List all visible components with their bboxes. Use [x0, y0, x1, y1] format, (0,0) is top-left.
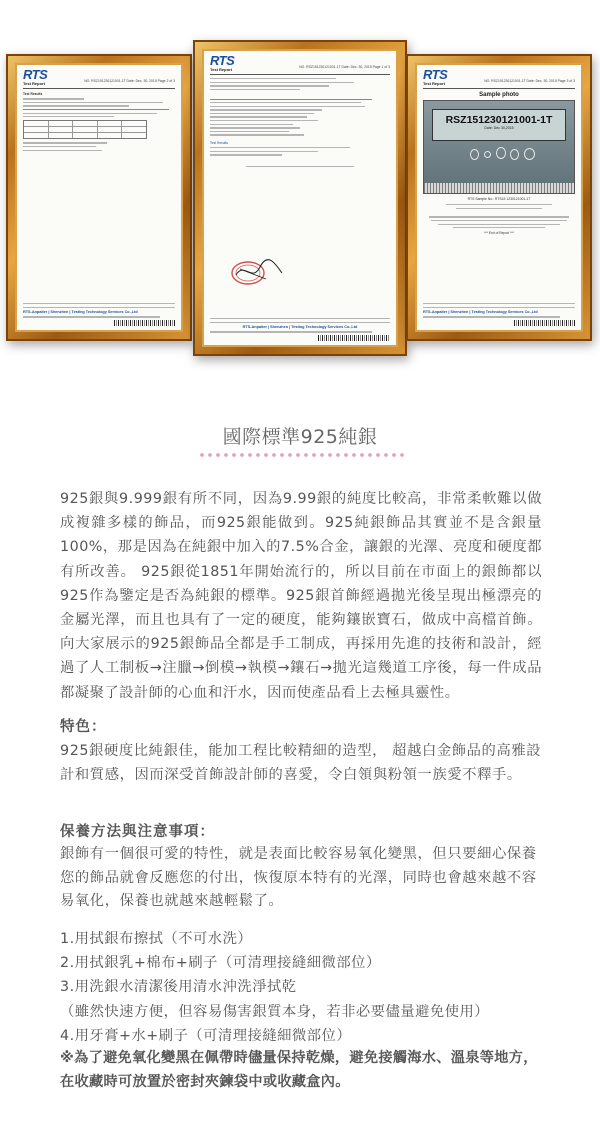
certificate-frame-left	[6, 54, 192, 341]
rts-logo: RTS Test Report	[423, 67, 448, 86]
results-table	[23, 120, 147, 139]
care-step: 4.用牙膏+水+刷子（可清理接縫細微部位）	[60, 1027, 352, 1044]
sample-code: RSZ151230121001-1T	[445, 114, 553, 126]
care-step: 1.用拭銀布擦拭（不可水洗）	[60, 931, 253, 947]
storage-warning: ※為了避免氧化變黑在佩帶時儘量保持乾燥，避免接觸海水、溫泉等地方，在收藏時可放置於密封夾鍊袋中或收藏盒內。	[60, 1050, 538, 1090]
report-meta: NO. RSZ151230121001-1T Date: Dec. 30, 2015 Page 1 of 3	[299, 65, 390, 69]
care-step: 2.用拭銀乳+棉布+刷子（可清理接縫細微部位）	[60, 955, 381, 972]
intro-paragraph: 925銀與9.999銀有所不同，因為9.99銀的純度比較高，非常柔軟難以做成複雜多樣的飾品，而925銀能做到。925純銀飾品其實並不是含銀量100%，那是因為在純銀中加入的7.5%合金，讓銀的光澤、亮度和硬度都有所改善。 925銀從1851年開始流行的，所以目前在市面上的銀飾都以925作為鑒定是否為純銀的標準。925銀首飾經過拋光後呈現出極漂亮的金屬光澤，而且也具有了一定的硬度，能夠鑲嵌寶石，做成中高檔首飾。 向大家展示的925銀飾品全都是手工制成，再採用先進的技術和設計，經過了人工制板→注臘→倒模→執模→鑲石→拋光這幾道工序後，每一件成品都凝聚了設計師的心血和汗水，因而使產品看上去極具靈性。	[60, 491, 542, 701]
barcode	[318, 335, 390, 341]
earring-sample-icon	[496, 147, 506, 159]
test-report-page-3	[415, 63, 583, 332]
earring-sample-icon	[484, 151, 491, 158]
footer-company: RTS-Anpaiter | Shenzhen | Testing Technology Services Co.,Ltd	[423, 310, 538, 315]
decorative-dots-divider	[198, 452, 404, 458]
care-step-note: （雖然快速方便，但容易傷害銀質本身，若非必要儘量避免使用）	[60, 1003, 490, 1020]
care-paragraph: 銀飾有一個很可愛的特性，就是表面比較容易氧化變黑，但只要細心保養您的飾品就會反應您的付出，恢復原本特有的光澤，同時也會越來越不容易氧化，保養也就越來越輕鬆了。	[60, 846, 537, 909]
care-step: 3.用洗銀水清潔後用清水沖洗淨拭乾	[60, 979, 297, 996]
care-heading: 保養方法與注意事項：	[60, 824, 215, 840]
report-meta: NO. RSZ151230121001-1T Date: Dec. 30, 2015 Page 3 of 3	[484, 79, 575, 83]
signature	[226, 257, 286, 287]
care-steps-list	[60, 927, 550, 1048]
earring-sample-icon	[510, 149, 519, 160]
ruler	[424, 183, 574, 193]
end-of-report: *** End of Report ***	[484, 230, 514, 235]
footer-company: RTS-Anpaiter | Shenzhen | Testing Technology Services Co.,Ltd	[242, 325, 358, 330]
section-title: 國際標準925純銀	[222, 426, 378, 448]
certificate-frame-right	[406, 54, 592, 341]
report-heading: Test Results	[23, 92, 43, 96]
sample-date: Date: Dec 30,2015	[484, 126, 514, 130]
earring-sample-icon	[524, 148, 535, 160]
features-paragraph: 925銀硬度比純銀佳，能加工程比較精細的造型， 超越白金飾品的高雅設計和質感，因而深受首飾設計師的喜愛，令白領與粉領一族愛不釋手。	[60, 743, 542, 783]
photo-caption: RTS Sample No.: RTS15 1230121001-1T	[467, 197, 531, 201]
report-meta: NO. RSZ151230121001-1T Date: Dec. 30, 2015 Page 2 of 3	[84, 79, 175, 83]
earring-sample-icon	[470, 149, 479, 160]
barcode	[114, 320, 175, 326]
barcode	[514, 320, 575, 326]
test-report-page-1	[202, 49, 398, 347]
rts-logo: RTS Test Report	[23, 67, 48, 86]
sample-photo-title: Sample photo	[479, 92, 519, 98]
sample-label	[432, 109, 566, 141]
test-report-page-2	[15, 63, 183, 332]
footer-company: RTS-Anpaiter | Shenzhen | Testing Technology Services Co.,Ltd	[23, 310, 138, 315]
report-heading: Test Results	[210, 140, 228, 145]
sample-photo	[423, 100, 575, 194]
features-heading: 特色：	[60, 719, 107, 735]
rts-logo: RTS Test Report	[210, 53, 235, 72]
certificate-frame-center	[193, 40, 407, 356]
